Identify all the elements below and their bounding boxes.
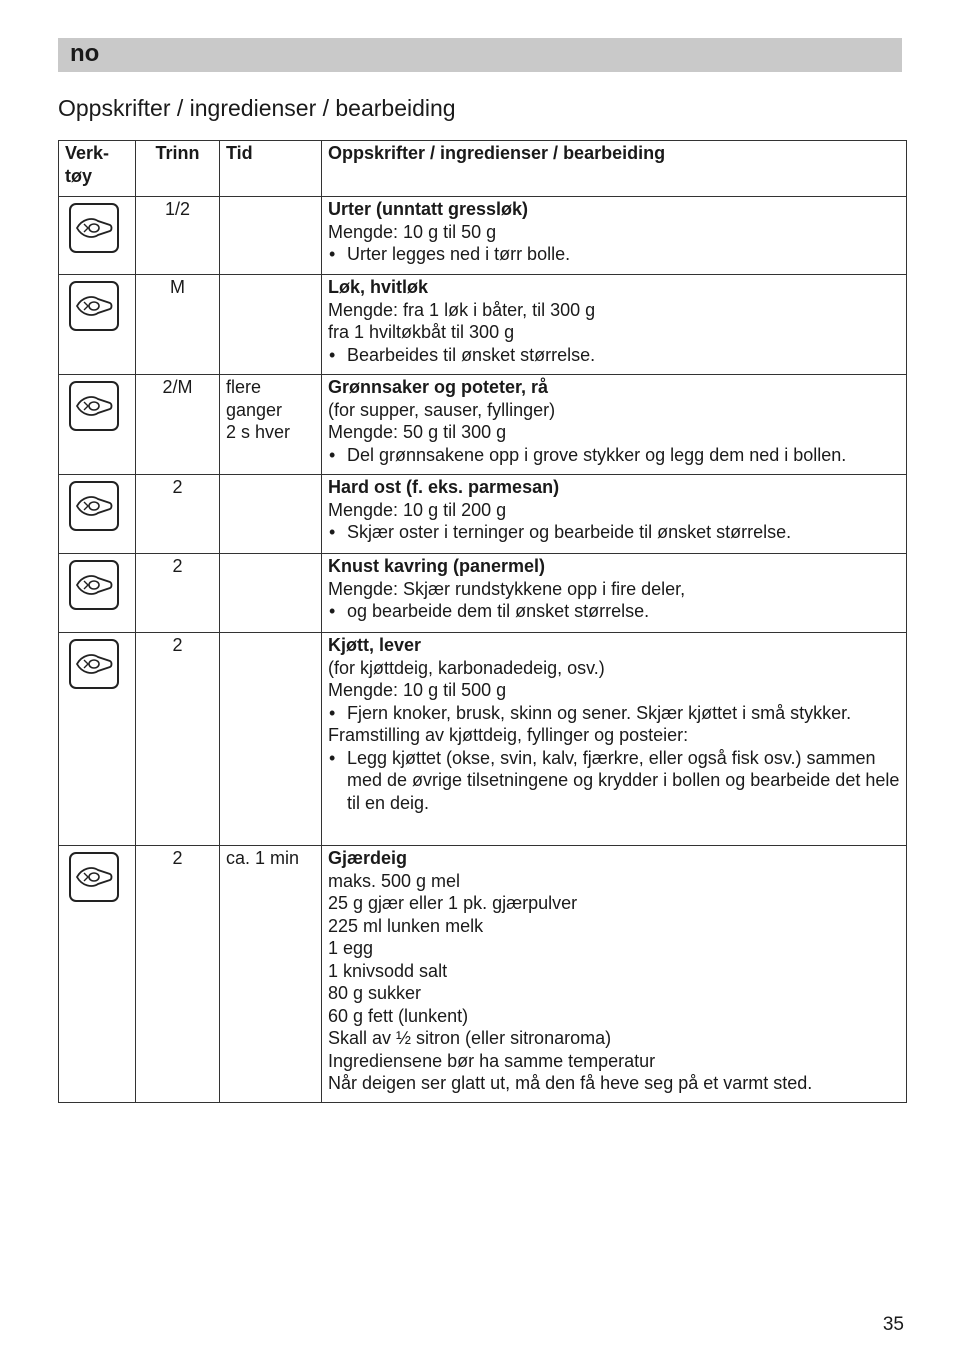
recipe-cell xyxy=(322,375,907,475)
recipe-title: Kjøtt, lever xyxy=(328,635,422,655)
recipe-line: 25 g gjær eller 1 pk. gjærpulver xyxy=(328,893,578,913)
step-cell: 2 xyxy=(136,475,220,554)
table-header-row xyxy=(59,141,907,197)
header-time: Tid xyxy=(220,141,322,197)
time-cell xyxy=(220,475,322,554)
bullet-item: • Bearbeides til ønsket størrelse. xyxy=(328,344,900,367)
blade-knife-icon xyxy=(69,381,119,431)
step-cell: 2 xyxy=(136,633,220,846)
recipe-line: (for kjøttdeig, karbonadedeig, osv.) xyxy=(328,657,605,678)
table-row xyxy=(59,275,907,375)
blade-knife-icon xyxy=(69,481,119,531)
recipe-line: Mengde: 10 g til 500 g xyxy=(328,680,507,700)
time-cell xyxy=(220,554,322,633)
language-bar xyxy=(58,38,902,72)
table-row xyxy=(59,475,907,554)
step-cell: 1/2 xyxy=(136,197,220,275)
step-cell: 2 xyxy=(136,846,220,1103)
language-code: no xyxy=(70,40,100,67)
bullet-item: • og bearbeide dem til ønsket størrelse. xyxy=(328,600,900,623)
time-cell xyxy=(220,633,322,846)
table-row xyxy=(59,375,907,475)
header-recipe: Oppskrifter / ingredienser / bearbeiding xyxy=(322,141,907,197)
recipe-cell xyxy=(322,633,907,846)
tool-cell xyxy=(59,197,136,275)
bullet-item: • Urter legges ned i tørr bolle. xyxy=(328,243,900,266)
recipe-line: Mengde: 10 g til 200 g xyxy=(328,499,507,520)
page-number: 35 xyxy=(882,1314,904,1335)
recipe-line: fra 1 hviltøkbåt til 300 g xyxy=(328,322,515,342)
tool-cell xyxy=(59,275,136,375)
recipe-line: Mengde: 50 g til 300 g xyxy=(328,422,507,442)
time-cell: ca. 1 min xyxy=(220,846,322,1103)
recipe-line: 225 ml lunken melk xyxy=(328,915,484,936)
table-row xyxy=(59,197,907,275)
page-heading: Oppskrifter / ingredienser / bearbeiding xyxy=(58,95,456,121)
header-step: Trinn xyxy=(136,141,220,197)
recipe-line: maks. 500 g mel xyxy=(328,870,461,891)
recipe-title: Urter (unntatt gressløk) xyxy=(328,199,529,219)
blade-knife-icon xyxy=(69,203,119,253)
tool-cell xyxy=(59,554,136,633)
tool-cell xyxy=(59,475,136,554)
recipe-line: Framstilling av kjøttdeig, fyllinger og posteier: xyxy=(328,725,689,745)
recipe-line: 60 g fett (lunkent) xyxy=(328,1005,469,1026)
blade-knife-icon xyxy=(69,639,119,689)
recipe-title: Knust kavring (panermel) xyxy=(328,556,546,576)
header-tool: Verk- tøy xyxy=(59,141,136,197)
time-cell xyxy=(220,197,322,275)
recipe-cell xyxy=(322,554,907,633)
recipe-line: 80 g sukker xyxy=(328,983,422,1003)
bullet-item: • Legg kjøttet (okse, svin, kalv, fjærkre, eller også fisk osv.) sammen med de øvrige tilsetningene og krydder i bollen og bearbeide det hele til en deig. xyxy=(328,747,900,815)
bullet-item: • Del grønnsakene opp i grove stykker og legg dem ned i bollen. xyxy=(328,444,900,467)
recipe-table xyxy=(58,140,907,1103)
table-row xyxy=(59,846,907,1103)
blade-knife-icon xyxy=(69,852,119,902)
recipe-title: Gjærdeig xyxy=(328,848,408,868)
recipe-line: Mengde: Skjær rundstykkene opp i fire deler, xyxy=(328,578,686,599)
recipe-cell xyxy=(322,475,907,554)
recipe-title: Løk, hvitløk xyxy=(328,277,429,297)
recipe-cell xyxy=(322,197,907,275)
bullet-item: • Skjær oster i terninger og bearbeide til ønsket størrelse. xyxy=(328,521,900,544)
recipe-line: (for supper, sauser, fyllinger) xyxy=(328,399,556,420)
recipe-title: Hard ost (f. eks. parmesan) xyxy=(328,477,560,497)
recipe-line: 1 egg xyxy=(328,938,374,958)
table-row xyxy=(59,554,907,633)
recipe-line: 1 knivsodd salt xyxy=(328,960,448,981)
tool-cell xyxy=(59,375,136,475)
step-cell: 2 xyxy=(136,554,220,633)
blade-knife-icon xyxy=(69,560,119,610)
recipe-line: Mengde: 10 g til 50 g xyxy=(328,221,497,242)
recipe-title: Grønnsaker og poteter, rå xyxy=(328,377,549,397)
recipe-line: Når deigen ser glatt ut, må den få heve seg på et varmt sted. xyxy=(328,1073,813,1093)
time-cell xyxy=(220,275,322,375)
bullet-item: • Fjern knoker, brusk, skinn og sener. Skjær kjøttet i små stykker. xyxy=(328,702,900,725)
table-row xyxy=(59,633,907,846)
time-cell: flere ganger 2 s hver xyxy=(220,375,322,475)
step-cell: 2/M xyxy=(136,375,220,475)
recipe-line: Ingrediensene bør ha samme temperatur xyxy=(328,1050,656,1071)
tool-cell xyxy=(59,633,136,846)
step-cell: M xyxy=(136,275,220,375)
recipe-cell xyxy=(322,846,907,1103)
recipe-cell xyxy=(322,275,907,375)
tool-cell xyxy=(59,846,136,1103)
blade-knife-icon xyxy=(69,281,119,331)
recipe-line: Mengde: fra 1 løk i båter, til 300 g xyxy=(328,299,596,320)
recipe-line: Skall av ½ sitron (eller sitronaroma) xyxy=(328,1028,612,1048)
